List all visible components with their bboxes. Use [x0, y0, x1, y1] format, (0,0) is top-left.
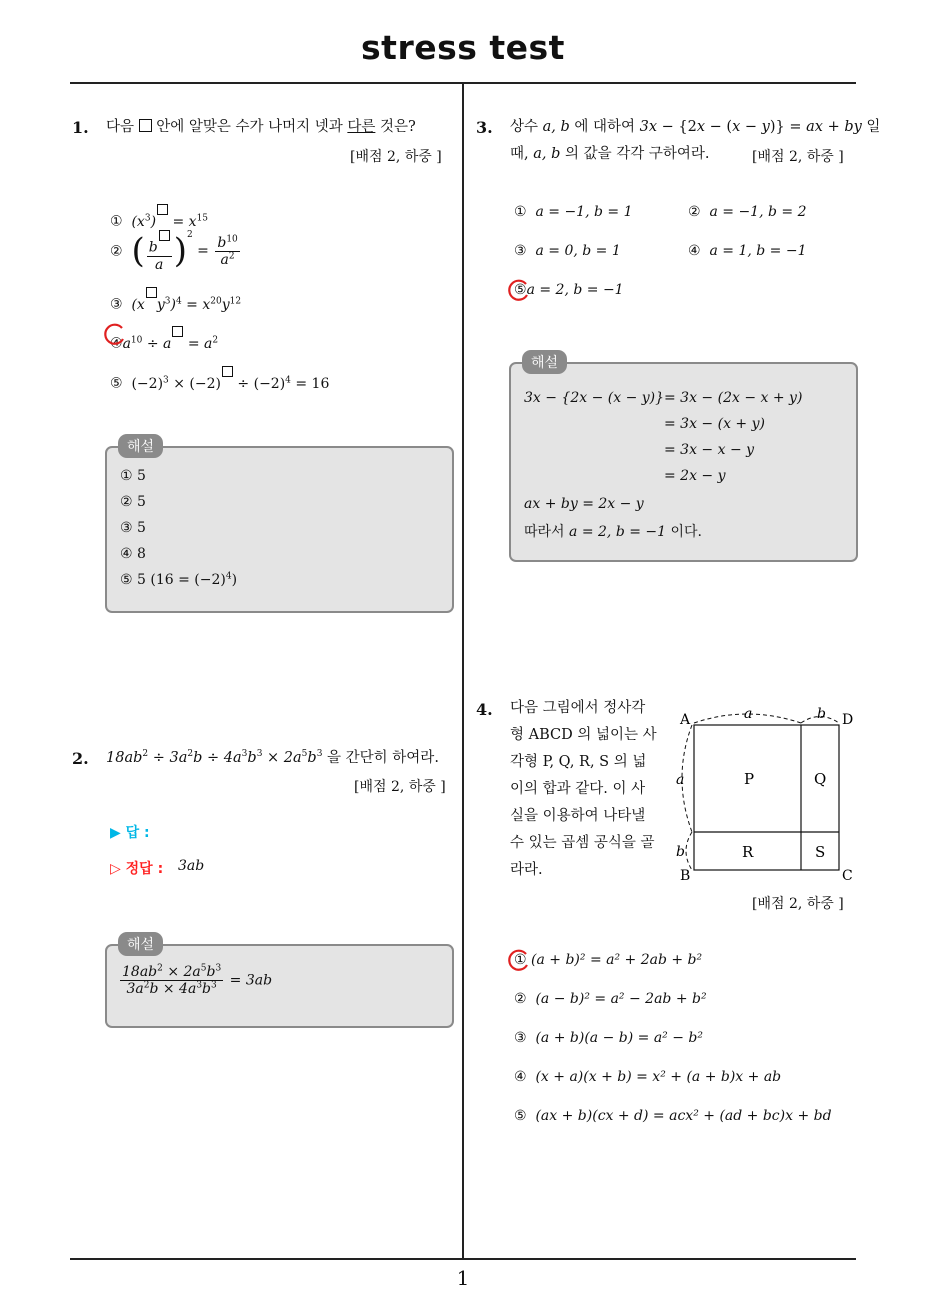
- side-label-left-b: b: [676, 844, 685, 860]
- page-number: 1: [456, 1266, 470, 1290]
- side-label-left-a: a: [676, 772, 685, 788]
- q1-choice-5[interactable]: ⑤ $(-2)^3 \times (-2) \div (-2)^4 = 16$: [110, 366, 329, 392]
- q1-choice-4[interactable]: $④a^{10} \div a = a^2$: [110, 326, 218, 352]
- blank-box-icon: [139, 119, 152, 132]
- q4-square-diagram: [672, 700, 862, 885]
- q3-choice-5[interactable]: ⑤a = 2, b = −1: [514, 282, 624, 298]
- selected-circle-mark-icon: [507, 948, 531, 972]
- q3-choice-2[interactable]: ② a = −1, b = 2: [688, 204, 807, 220]
- q4-choice-3[interactable]: ③ (a + b)(a − b) = a² − b²: [514, 1030, 703, 1046]
- q1-solution-line: ④ 8: [120, 546, 146, 562]
- q4-choice-2[interactable]: ② (a − b)² = a² − 2ab + b²: [514, 991, 707, 1007]
- q2-solution-tag: 해설: [118, 932, 163, 956]
- q2-text: $18ab^2 \div 3a^2b \div 4a^3b^3 \times 2a^5b^3$ 을 간단히 하여라.: [106, 749, 439, 766]
- q3-text-line2: 때, a, b 의 값을 각각 구하여라.: [510, 146, 710, 162]
- q1-solution-tag: 해설: [118, 434, 163, 458]
- corner-a-label: A: [680, 712, 691, 728]
- q3-solution-conclusion: 따라서 a = 2, b = −1 이다.: [524, 524, 702, 540]
- q4-choice-4[interactable]: ④ (x + a)(x + b) = x² + (a + b)x + ab: [514, 1069, 782, 1085]
- corner-b-label: B: [680, 868, 691, 884]
- q4-score: [배점 2, 하중 ]: [752, 896, 844, 912]
- q1-choice-1[interactable]: ① $(x^3) = x^{15}$: [110, 204, 208, 230]
- q2-score: [배점 2, 하중 ]: [354, 779, 446, 795]
- footer-rule: [70, 1258, 856, 1260]
- q3-text-line1: 상수 a, b 에 대하여 3x − {2x − (x − y)} = ax + by 일: [510, 119, 881, 135]
- q2-solution-formula: $\frac{18ab^2 \times 2a^5b^3}{3a^2b \times 4a^3b^3}$ = 3ab: [122, 963, 273, 997]
- q1-solution-line: ② 5: [120, 494, 146, 510]
- column-divider: [462, 82, 464, 1258]
- q1-solution-line: ③ 5: [120, 520, 146, 536]
- q3-choice-3[interactable]: ③ a = 0, b = 1: [514, 243, 621, 259]
- q1-solution-line: ① 5: [120, 468, 146, 484]
- side-label-top-b: b: [817, 706, 826, 722]
- corner-c-label: C: [842, 868, 853, 884]
- q4-choice-1[interactable]: ① (a + b)² = a² + 2ab + b²: [514, 952, 703, 968]
- q3-solution-tag: 해설: [522, 350, 567, 374]
- q4-number: 4.: [476, 700, 493, 719]
- q2-correct-value: 3ab: [178, 858, 205, 874]
- q1-text: 다음 안에 알맞은 수가 나머지 넷과 다른 것은?: [106, 119, 416, 135]
- q1-choice-3[interactable]: ③ (x $y^3)^4 = x^{20}y^{12}$: [110, 287, 241, 313]
- q1-number: 1.: [72, 118, 89, 137]
- selected-circle-mark-icon: [103, 322, 127, 346]
- q3-solution-step: = 3x − x − y: [664, 442, 755, 458]
- q3-solution-lhs: 3x − {2x − (x − y)}: [524, 390, 665, 406]
- q3-solution-step: = 3x − (x + y): [664, 416, 765, 432]
- q2-correct-label: ▷ 정답 :: [110, 861, 164, 877]
- corner-d-label: D: [842, 712, 854, 728]
- selected-circle-mark-icon: [507, 278, 531, 302]
- q4-text: 다음 그림에서 정사각 형 ABCD 의 넓이는 사 각형 P, Q, R, S 의 넓 이의 합과 같다. 이 사 실을 이용하여 나타낼 수 있는 곱셈 공식을 골 라라.: [510, 700, 657, 878]
- page-title: stress test: [361, 28, 565, 67]
- q3-solution-step: = 2x − y: [664, 468, 726, 484]
- q1-solution-line: ⑤ 5 $(16 = (-2)^4)$: [120, 571, 238, 588]
- region-p-label: P: [744, 770, 755, 788]
- q1-score: [배점 2, 하중 ]: [350, 149, 442, 165]
- q3-solution-line: ax + by = 2x − y: [524, 496, 644, 512]
- q3-choice-4[interactable]: ④ a = 1, b = −1: [688, 243, 807, 259]
- region-s-label: S: [815, 843, 826, 861]
- q3-score: [배점 2, 하중 ]: [752, 149, 844, 165]
- region-r-label: R: [742, 843, 754, 861]
- q3-solution-step: = 3x − (2x − x + y): [664, 390, 803, 406]
- q3-number: 3.: [476, 118, 493, 137]
- q2-expression: $18ab^2 \div 3a^2b \div 4a^3b^3 \times 2a^5b^3$: [106, 749, 323, 766]
- q2-number: 2.: [72, 749, 89, 768]
- q2-answer-label: ▶ 답 :: [110, 825, 150, 841]
- q1-choice-2[interactable]: ② ( $\frac{b}{a}$ )$^2$ = $\frac{b^{10}}{a^2}$: [110, 230, 238, 273]
- region-q-label: Q: [814, 770, 827, 788]
- brace-left-b: [686, 832, 692, 870]
- side-label-top-a: a: [744, 706, 753, 722]
- q4-choice-5[interactable]: ⑤ (ax + b)(cx + d) = acx² + (ad + bc)x + bd: [514, 1108, 832, 1124]
- q3-choice-1[interactable]: ① a = −1, b = 1: [514, 204, 633, 220]
